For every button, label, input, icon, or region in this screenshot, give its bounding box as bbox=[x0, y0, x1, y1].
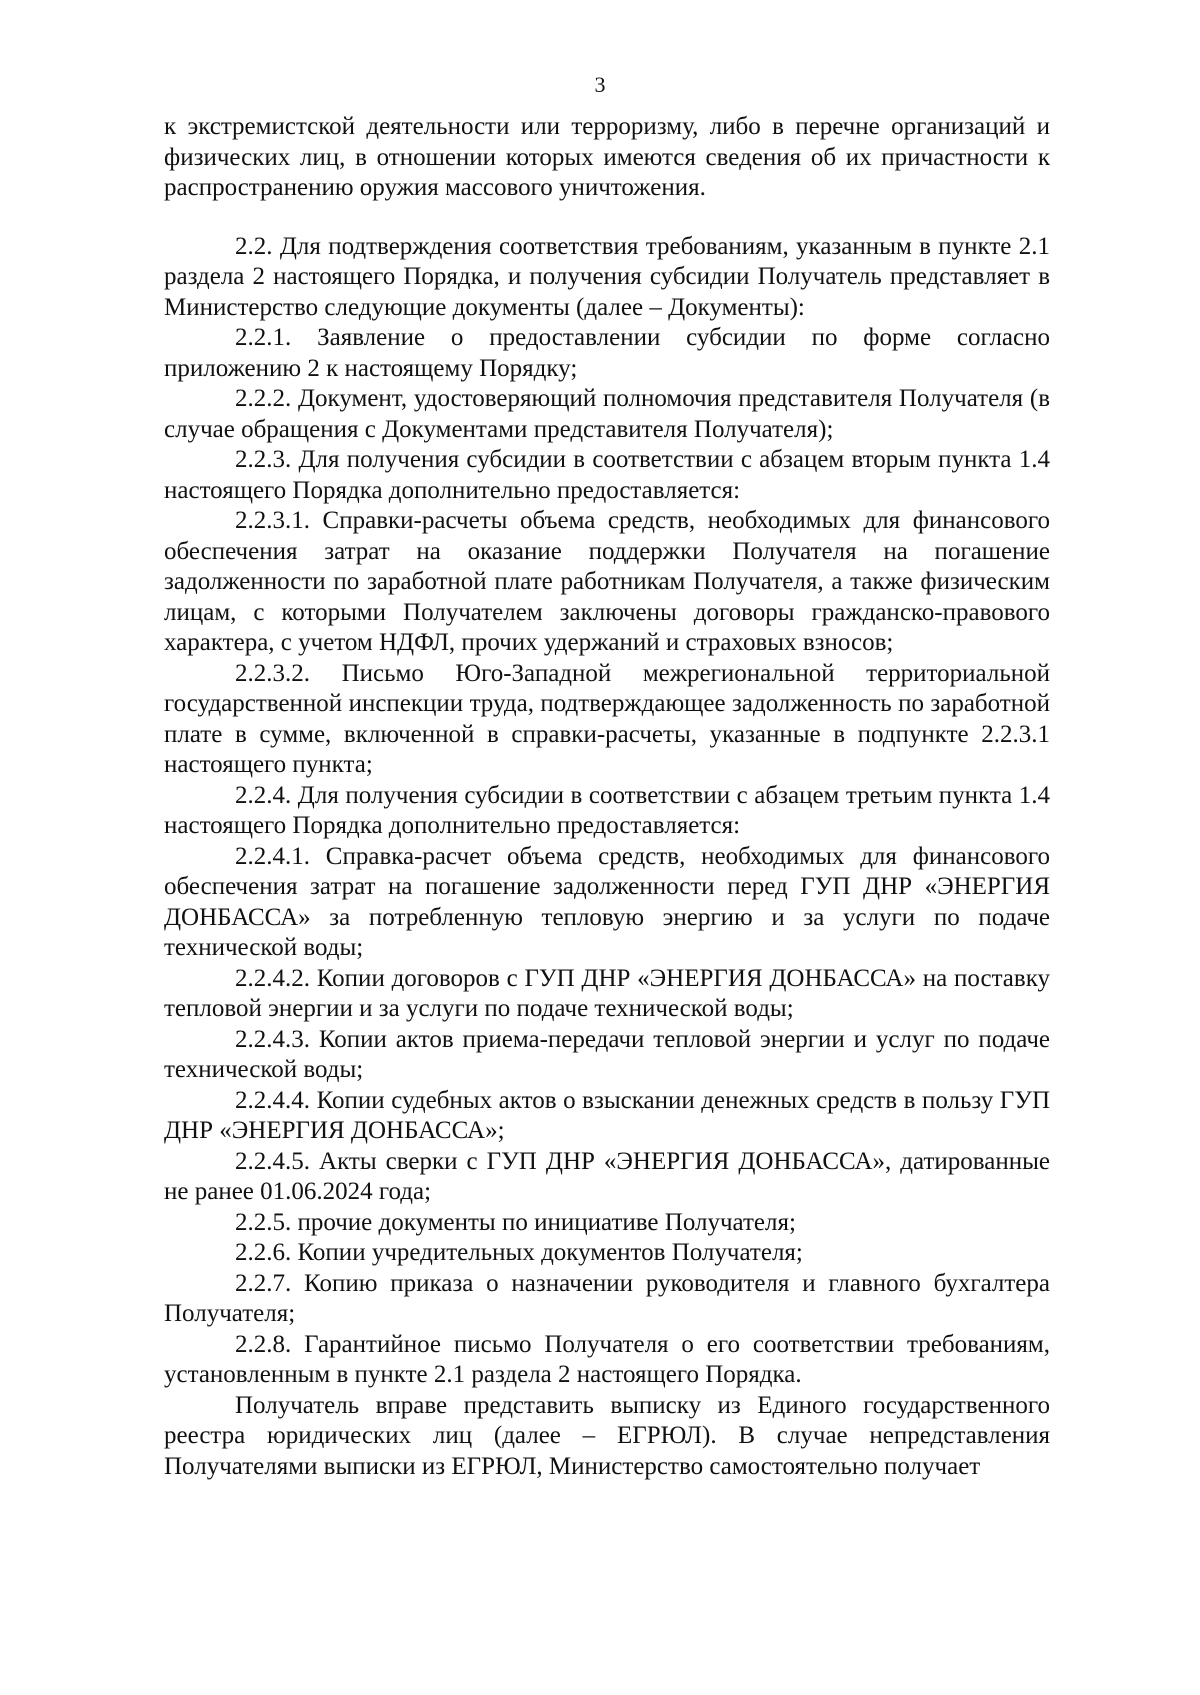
paragraph-2-2-4-1: 2.2.4.1. Справка-расчет объема средств, необходимых для финансового обеспечения затрат на погашение задолженности перед ГУП ДНР «ЭНЕРГИЯ ДОНБАССА» за потребленную тепловую энергию и за услуги по подаче технической воды; bbox=[164, 842, 1050, 961]
document-body bbox=[164, 112, 1050, 1482]
paragraph-2-2-4-4: 2.2.4.4. Копии судебных актов о взыскании денежных средств в пользу ГУП ДНР «ЭНЕРГИЯ ДОНБАССА»; bbox=[164, 1086, 1050, 1144]
paragraph-2-2-7: 2.2.7. Копию приказа о назначении руководителя и главного бухгалтера Получателя; bbox=[164, 1269, 1050, 1327]
paragraph-2-2-6: 2.2.6. Копии учредительных документов Получателя; bbox=[235, 1239, 803, 1266]
paragraph-2-2: 2.2. Для подтверждения соответствия требованиям, указанным в пункте 2.1 раздела 2 настоящего Порядка, и получения субсидии Получатель представляет в Министерство следующие документы (далее – Документы): bbox=[164, 232, 1050, 321]
paragraph-2-2-4-2: 2.2.4.2. Копии договоров с ГУП ДНР «ЭНЕРГИЯ ДОНБАССА» на поставку тепловой энергии и за услуги по подаче технической воды; bbox=[164, 964, 1050, 1022]
paragraph-2-2-3-2: 2.2.3.2. Письмо Юго-Западной межрегиональной территориальной государственной инспекции труда, подтверждающее задолженность по заработной плате в сумме, включенной в справки-расчеты, указанные в подпункте 2.2.3.1 настоящего пункта; bbox=[164, 659, 1050, 778]
paragraph-2-2-1: 2.2.1. Заявление о предоставлении субсидии по форме согласно приложению 2 к настоящему Порядку; bbox=[164, 324, 1050, 382]
paragraph-2-2-2: 2.2.2. Документ, удостоверяющий полномочия представителя Получателя (в случае обращения с Документами представителя Получателя); bbox=[164, 385, 1050, 443]
paragraph-2-2-4: 2.2.4. Для получения субсидии в соответствии с абзацем третьим пункта 1.4 настоящего Порядка дополнительно предоставляется: bbox=[164, 781, 1050, 839]
page-number: 3 bbox=[594, 72, 606, 97]
paragraph-continuation: к экстремистской деятельности или терроризму, либо в перечне организаций и физических лиц, в отношении которых имеются сведения об их причастности к распространению оружия массового уничтожения. bbox=[164, 113, 1050, 201]
paragraph-2-2-5: 2.2.5. прочие документы по инициативе Получателя; bbox=[235, 1208, 796, 1236]
paragraph-2-2-4-3: 2.2.4.3. Копии актов приема-передачи тепловой энергии и услуг по подаче технической воды; bbox=[164, 1025, 1050, 1083]
paragraph-2-2-4-5: 2.2.4.5. Акты сверки с ГУП ДНР «ЭНЕРГИЯ ДОНБАССА», датированные не ранее 01.06.2024 года; bbox=[164, 1147, 1050, 1205]
paragraph-2-2-3: 2.2.3. Для получения субсидии в соответствии с абзацем вторым пункта 1.4 настоящего Порядка дополнительно предоставляется: bbox=[164, 446, 1050, 504]
paragraph-egrul: Получатель вправе представить выписку из Единого государственного реестра юридических лиц (далее – ЕГРЮЛ). В случае непредставления Получателями выписки из ЕГРЮЛ, Министерство самостоятельно получает bbox=[164, 1391, 1050, 1480]
paragraph-2-2-3-1: 2.2.3.1. Справки-расчеты объема средств, необходимых для финансового обеспечения затрат на оказание поддержки Получателя на погашение задолженности по заработной плате работникам Получателя, а также физическим лицам, с которыми Получателем заключены договоры гражданско-правового характера, с учетом НДФЛ, прочих удержаний и страховых взносов; bbox=[164, 507, 1050, 656]
paragraph-2-2-8: 2.2.8. Гарантийное письмо Получателя о его соответствии требованиям, установленным в пункте 2.1 раздела 2 настоящего Порядка. bbox=[164, 1330, 1050, 1388]
